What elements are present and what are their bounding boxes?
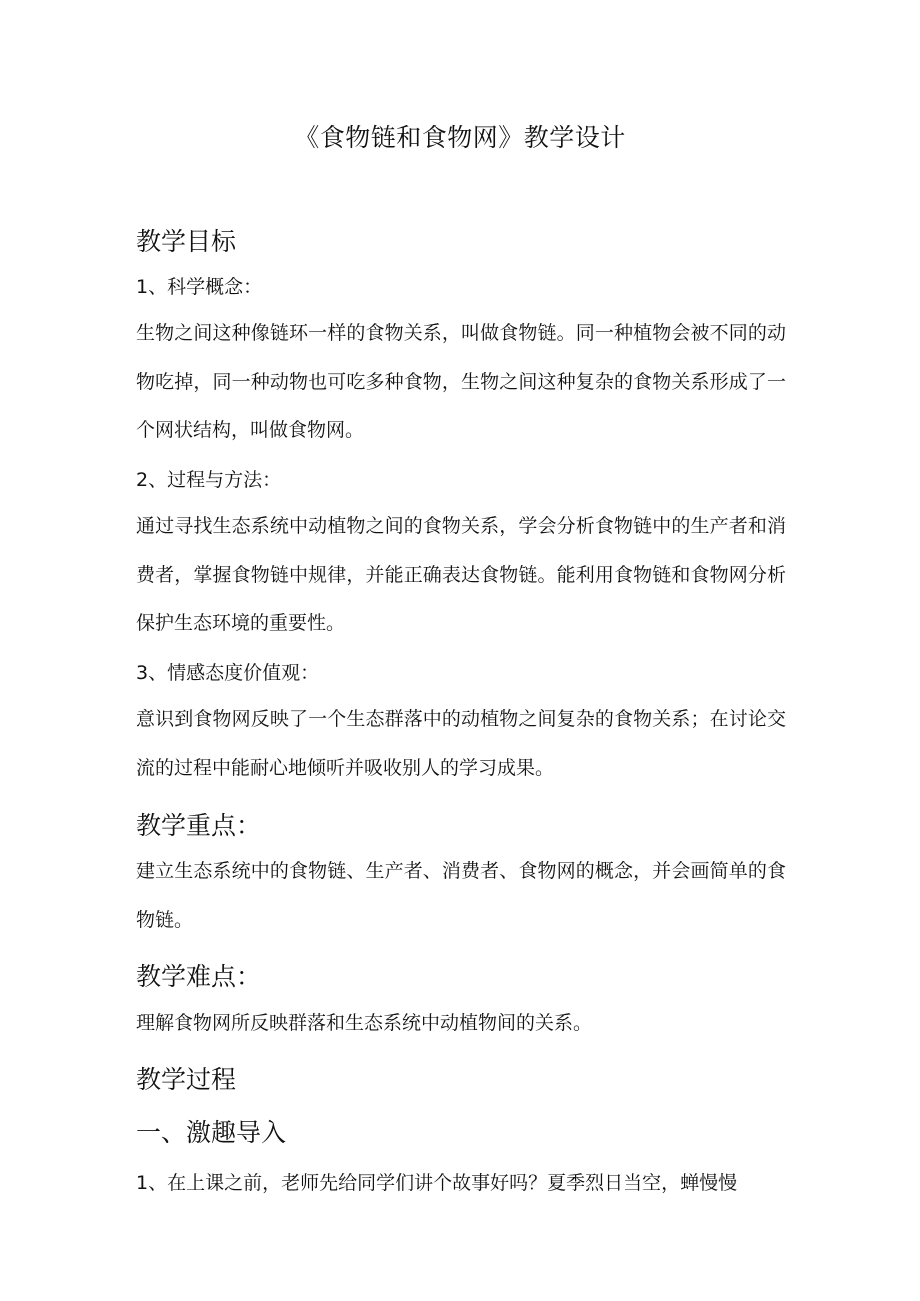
emotion-values-paragraph: 意识到食物网反映了一个生态群落中的动植物之间复杂的食物关系；在讨论交流的过程中能耐心地倾听并吸收别人的学习成果。 xyxy=(136,708,786,779)
section-intro-heading: 一、激趣导入 xyxy=(136,1118,287,1147)
process-heading: 教学过程 xyxy=(136,1065,237,1094)
process-method-label: 2、过程与方法： xyxy=(136,469,282,491)
difficulties-paragraph: 理解食物网所反映群落和生态系统中动植物间的关系。 xyxy=(136,1012,593,1034)
emotion-values-label: 3、情感态度价值观： xyxy=(136,662,320,684)
key-points-heading: 教学重点： xyxy=(136,811,262,840)
document-title: 《食物链和食物网》教学设计 xyxy=(294,123,626,152)
concept-label: 1、科学概念： xyxy=(136,276,263,298)
process-method-paragraph: 通过寻找生态系统中动植物之间的食物关系，学会分析食物链中的生产者和消费者，掌握食物链中规律，并能正确表达食物链。能利用食物链和食物网分析保护生态环境的重要性。 xyxy=(136,515,786,634)
key-points-paragraph: 建立生态系统中的食物链、生产者、消费者、食物网的概念，并会画简单的食物链。 xyxy=(136,860,786,931)
difficulties-heading: 教学难点： xyxy=(136,962,262,991)
objectives-heading: 教学目标 xyxy=(136,227,237,256)
intro-item-1: 1、在上课之前，老师先给同学们讲个故事好吗？夏季烈日当空，蝉慢慢 xyxy=(136,1172,738,1194)
concept-paragraph: 生物之间这种像链环一样的食物关系，叫做食物链。同一种植物会被不同的动物吃掉，同一种动物也可吃多种食物，生物之间这种复杂的食物关系形成了一个网状结构，叫做食物网。 xyxy=(136,322,786,441)
